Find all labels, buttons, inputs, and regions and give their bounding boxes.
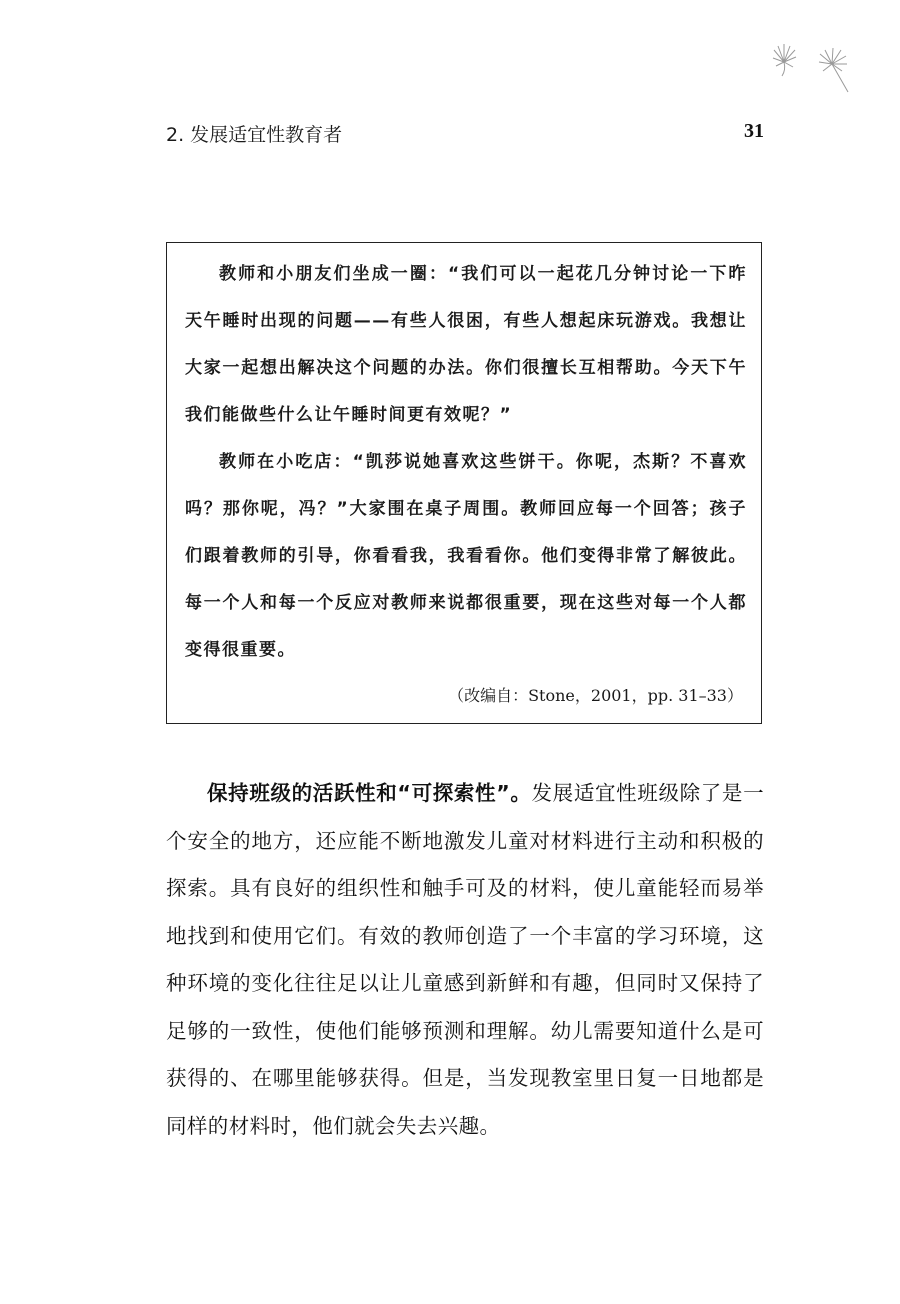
page-header: [166, 120, 764, 150]
chapter-title: 2. 发展适宜性教育者: [166, 124, 343, 146]
paragraph-body: 发展适宜性班级除了是一个安全的地方，还应能不断地激发儿童对材料进行主动和积极的探索。具有良好的组织性和触手可及的材料，使儿童能轻而易举地找到和使用它们。有效的教师创造了一个丰富的学习环境，这种环境的变化往往足以让儿童感到新鲜和有趣，但同时又保持了足够的一致性，使他们能够预测和理解。幼儿需要知道什么是可获得的、在哪里能够获得。但是，当发现教室里日复一日地都是同样的材料时，他们就会失去兴趣。: [166, 781, 764, 1138]
main-paragraph: [166, 770, 764, 1150]
paragraph-lead: 保持班级的活跃性和“可探索性”。: [207, 781, 532, 805]
box-paragraph-2: 教师在小吃店：“凯莎说她喜欢这些饼干。你呢，杰斯？不喜欢吗？那你呢，冯？”大家围在桌子周围。教师回应每一个回答；孩子们跟着教师的引导，你看看我，我看看你。他们变得非常了解彼此。每一个人和每一个反应对教师来说都很重要，现在这些对每一个人都变得很重要。: [185, 452, 747, 660]
example-box: [166, 242, 762, 724]
source-citation: （改编自：Stone，2001，pp. 31–33）: [448, 686, 743, 705]
page-number: 31: [744, 120, 764, 142]
dandelion-seeds-ornament-icon: [770, 40, 860, 100]
box-paragraph-1: 教师和小朋友们坐成一圈：“我们可以一起花几分钟讨论一下昨天午睡时出现的问题——有些人很困，有些人想起床玩游戏。我想让大家一起想出解决这个问题的办法。你们很擅长互相帮助。今天下午我们能做些什么让午睡时间更有效呢？”: [185, 264, 747, 425]
